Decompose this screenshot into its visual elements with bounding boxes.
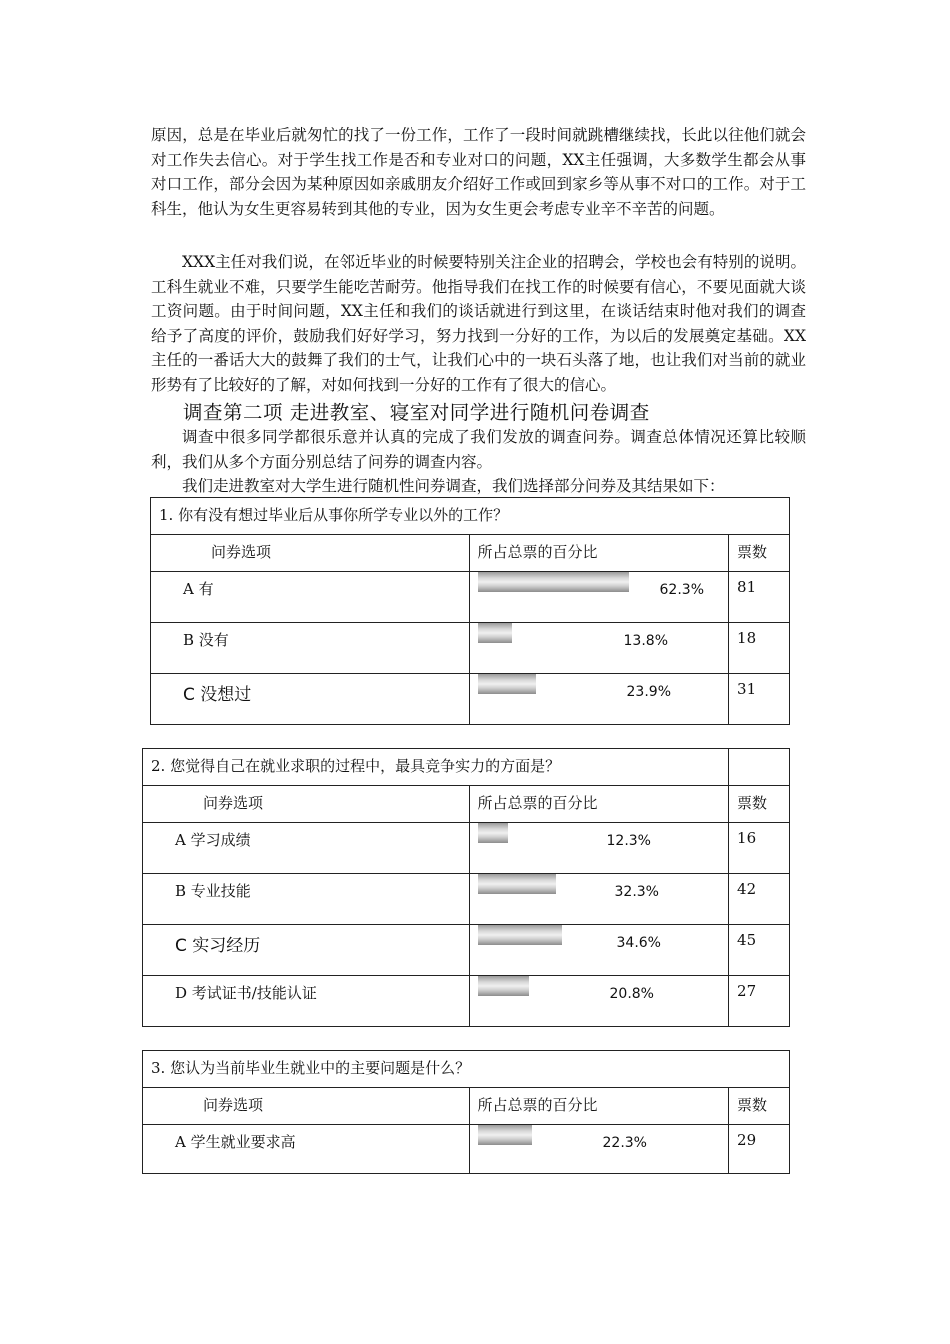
percent-label: 20.8% [609, 986, 654, 1002]
header-votes: 票数 [729, 786, 790, 823]
vote-count: 18 [729, 623, 790, 674]
option-label: A 有 [151, 572, 470, 623]
percent-bar [478, 925, 562, 945]
body-paragraph-2: XXX主任对我们说，在邻近毕业的时候要特别关注企业的招聘会，学校也会有特别的说明。工科生就业不难，只要学生能吃苦耐劳。他指导我们在找工作的时候要有信心，不要见面就大谈工资问题。由于时间问题，XX主任和我们的谈话就进行到这里，在谈话结束时他对我们的调查给予了高度的评价，鼓励我们好好学习，努力找到一分好的工作，为以后的发展奠定基础。XX主任的一番话大大的鼓舞了我们的士气，让我们心中的一块石头落了地，也让我们对当前的就业形势有了比较好的了解，对如何找到一分好的工作有了很大的信心。 [151, 253, 806, 394]
percent-cell [469, 572, 729, 623]
empty-cell [729, 749, 790, 786]
question-title: 2. 您觉得自己在就业求职的过程中，最具竞争实力的方面是？ [143, 749, 729, 786]
header-option: 问券选项 [151, 535, 470, 572]
question-title: 3. 您认为当前毕业生就业中的主要问题是什么？ [143, 1051, 790, 1088]
vote-count: 81 [729, 572, 790, 623]
percent-cell [469, 976, 729, 1027]
percent-cell [469, 925, 729, 976]
header-votes: 票数 [729, 535, 790, 572]
percent-cell [469, 674, 729, 725]
option-label: B 专业技能 [143, 874, 470, 925]
header-option: 问券选项 [143, 786, 470, 823]
header-percent: 所占总票的百分比 [469, 1088, 729, 1125]
percent-bar [478, 1125, 532, 1145]
percent-bar [478, 874, 556, 894]
percent-bar [478, 674, 536, 694]
vote-count: 45 [729, 925, 790, 976]
vote-count: 42 [729, 874, 790, 925]
section-heading: 调查第二项 走进教室、寝室对同学进行随机问卷调查 [183, 401, 650, 424]
header-option: 问券选项 [143, 1088, 470, 1125]
percent-cell [469, 623, 729, 674]
percent-cell [469, 823, 729, 874]
option-label: A 学习成绩 [143, 823, 470, 874]
percent-bar [478, 976, 529, 996]
survey-table-2 [142, 748, 790, 1027]
vote-count: 27 [729, 976, 790, 1027]
percent-bar [478, 572, 629, 592]
survey-table-3 [142, 1050, 790, 1174]
option-label: D 考试证书/技能认证 [143, 976, 470, 1027]
percent-label: 32.3% [614, 884, 659, 900]
intro-paragraph-2: 我们走进教室对大学生进行随机性问券调查，我们选择部分问券及其结果如下： [182, 477, 725, 495]
vote-count: 29 [729, 1125, 790, 1174]
option-label: B 没有 [151, 623, 470, 674]
option-label: A 学生就业要求高 [143, 1125, 470, 1174]
option-label: C 实习经历 [143, 925, 470, 976]
percent-bar [478, 823, 508, 843]
header-percent: 所占总票的百分比 [469, 535, 729, 572]
vote-count: 16 [729, 823, 790, 874]
body-paragraph-1: 原因，总是在毕业后就匆忙的找了一份工作，工作了一段时间就跳槽继续找，长此以往他们就会对工作失去信心。对于学生找工作是否和专业对口的问题，XX主任强调，大多数学生都会从事对口工作，部分会因为某种原因如亲戚朋友介绍好工作或回到家乡等从事不对口的工作。对于工科生，他认为女生更容易转到其他的专业，因为女生更会考虑专业辛不辛苦的问题。 [151, 126, 806, 218]
intro-paragraph-1: 调查中很多同学都很乐意并认真的完成了我们发放的调查问券。调查总体情况还算比较顺利，我们从多个方面分别总结了问券的调查内容。 [151, 428, 806, 471]
percent-cell [469, 874, 729, 925]
header-percent: 所占总票的百分比 [469, 786, 729, 823]
percent-cell [469, 1125, 729, 1174]
percent-label: 12.3% [606, 833, 651, 849]
vote-count: 31 [729, 674, 790, 725]
percent-bar [478, 623, 512, 643]
percent-label: 22.3% [602, 1135, 647, 1151]
percent-label: 62.3% [659, 582, 704, 598]
percent-label: 13.8% [623, 633, 668, 649]
survey-table-1 [150, 497, 790, 725]
header-votes: 票数 [729, 1088, 790, 1125]
option-label: C 没想过 [151, 674, 470, 725]
percent-label: 34.6% [616, 935, 661, 951]
question-title: 1. 你有没有想过毕业后从事你所学专业以外的工作？ [151, 498, 790, 535]
percent-label: 23.9% [626, 684, 671, 700]
